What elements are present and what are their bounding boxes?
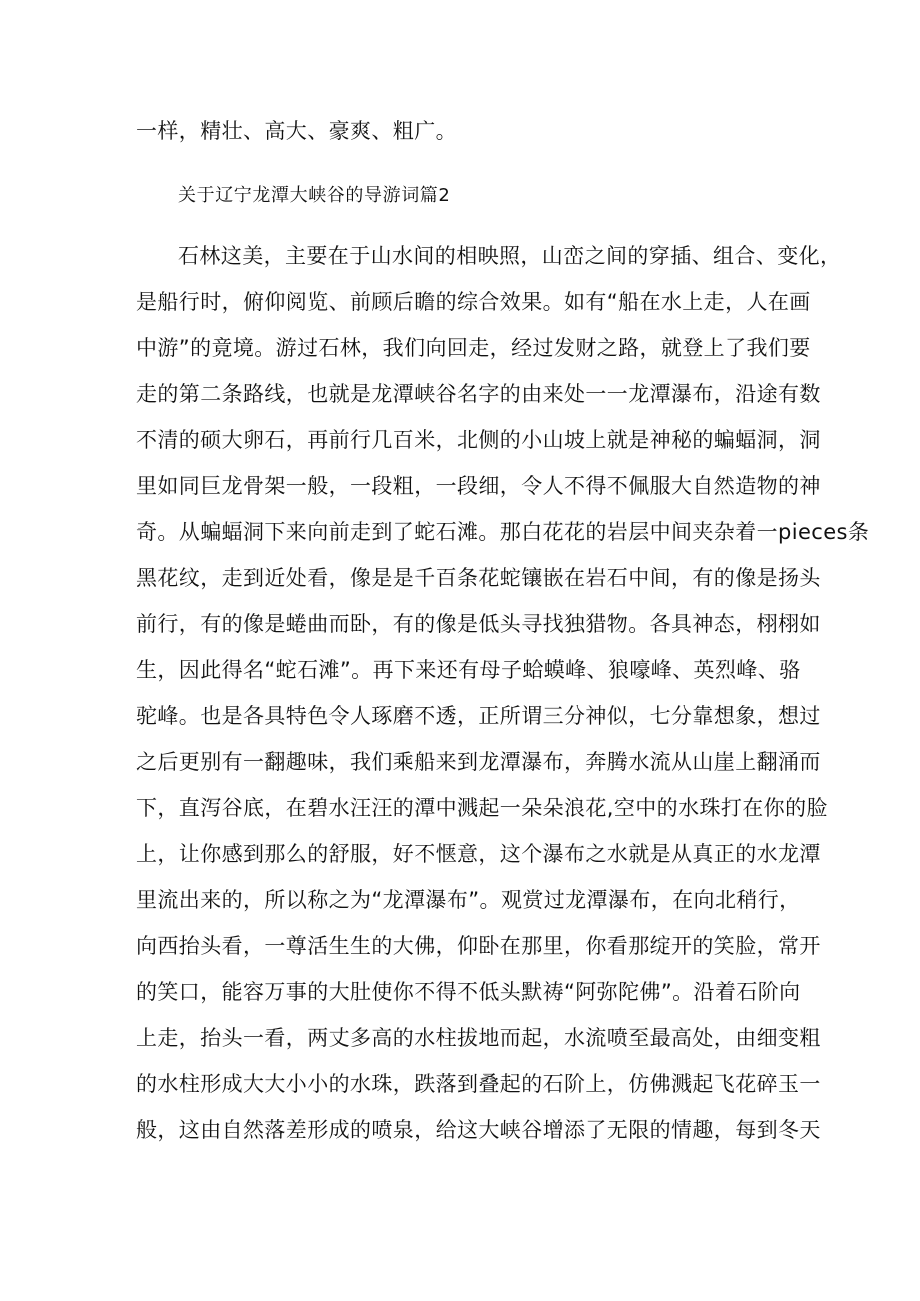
paragraph-line: 中游”的竟境。游过石林，我们向回走，经过发财之路，就登上了我们要 [136,336,811,360]
paragraph-line: 走的第二条路线，也就是龙潭峡谷名字的由来处一一龙潭瀑布，沿途有数 [136,382,821,406]
paragraph-line: 是船行时，俯仰阅览、前顾后瞻的综合效果。如有“船在水上走，人在画 [136,290,811,314]
section-heading: 关于辽宁龙潭大峡谷的导游词篇2 [178,185,451,206]
paragraph-line: 的水柱形成大大小小的水珠，跌落到叠起的石阶上，仿佛溅起飞花碎玉一 [136,1072,821,1096]
paragraph-line: 驼峰。也是各具特色令人琢磨不透，正所谓三分神似，七分靠想象，想过 [136,704,821,728]
paragraph-line: 生，因此得名“蛇石滩”。再下来还有母子蛤蟆峰、狼嚎峰、英烈峰、骆 [136,658,801,682]
paragraph-line: 奇。从蝙蝠洞下来向前走到了蛇石滩。那白花花的岩层中间夹杂着一pieces条 [136,520,870,544]
paragraph-line: 之后更别有一翻趣味，我们乘船来到龙潭瀑布，奔腾水流从山崖上翻涌而 [136,750,821,774]
paragraph-line: 不清的硕大卵石，再前行几百米，北侧的小山坡上就是神秘的蝙蝠洞，洞 [136,428,821,452]
paragraph-line: 向西抬头看，一尊活生生的大佛，仰卧在那里，你看那绽开的笑脸，常开 [136,934,821,958]
paragraph-line: 般，这由自然落差形成的喷泉，给这大峡谷增添了无限的情趣，每到冬天 [136,1118,821,1142]
carryover-text-line: 一样，精壮、高大、豪爽、粗广。 [136,119,457,143]
paragraph-line: 前行，有的像是蜷曲而卧，有的像是低头寻找独猎物。各具神态，栩栩如 [136,612,821,636]
paragraph-line: 黑花纹，走到近处看，像是是千百条花蛇镶嵌在岩石中间，有的像是扬头 [136,566,821,590]
paragraph-line: 石林这美，主要在于山水间的相映照，山峦之间的穿插、组合、变化， [178,244,842,268]
paragraph-line: 的笑口，能容万事的大肚使你不得不低头默祷“阿弥陀佛”。沿着石阶向 [136,980,801,1004]
paragraph-line: 上走，抬头一看，两丈多高的水柱拔地而起，水流喷至最高处，由细变粗 [136,1026,821,1050]
paragraph-line: 上，让你感到那么的舒服，好不惬意，这个瀑布之水就是从真正的水龙潭 [136,842,821,866]
paragraph-line: 下，直泻谷底，在碧水汪汪的潭中溅起一朵朵浪花,空中的水珠打在你的脸 [136,796,828,820]
paragraph-line: 里流出来的，所以称之为“龙潭瀑布”。观赏过龙潭瀑布，在向北稍行， [136,888,801,912]
paragraph-line: 里如同巨龙骨架一般，一段粗，一段细，令人不得不佩服大自然造物的神 [136,474,821,498]
